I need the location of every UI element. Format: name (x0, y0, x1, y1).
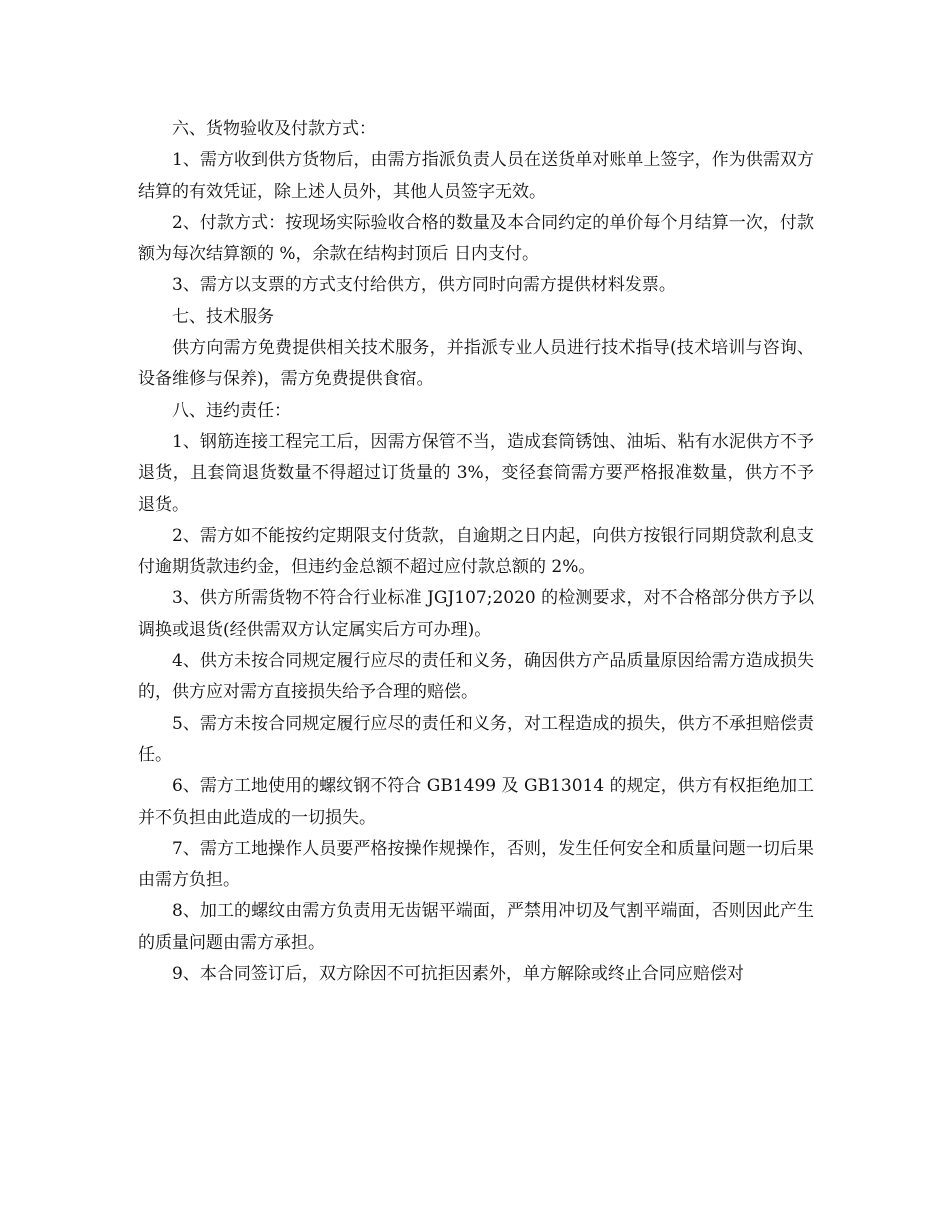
paragraph-technical-service: 供方向需方免费提供相关技术服务，并指派专业人员进行技术指导(技术培训与咨询、设备维修与保养)，需方免费提供食宿。 (138, 338, 814, 390)
paragraph-liability-1: 1、钢筋连接工程完工后，因需方保管不当，造成套筒锈蚀、油垢、粘有水泥供方不予退货，且套筒退货数量不得超过订货量的 3%，变径套筒需方要严格报准数量，供方不予退货。 (138, 431, 814, 515)
paragraph-payment-method: 2、付款方式：按现场实际验收合格的数量及本合同约定的单价每个月结算一次，付款额为每次结算额的 %，余款在结构封顶后 日内支付。 (138, 212, 814, 265)
section-heading-technical-service: 七、技术服务 (172, 306, 274, 327)
paragraph-liability-5: 5、需方未按合同规定履行应尽的责任和义务，对工程造成的损失，供方不承担赔偿责任。 (138, 713, 814, 765)
section-heading-acceptance-payment: 六、货物验收及付款方式： (172, 119, 376, 139)
paragraph-liability-8: 8、加工的螺纹由需方负责用无齿锯平端面，严禁用冲切及气割平端面，否则因此产生的质量问题由需方承担。 (138, 901, 814, 953)
paragraph-acceptance-signature: 1、需方收到供方货物后，由需方指派负责人员在送货单对账单上签字，作为供需双方结算的有效凭证，除上述人员外，其他人员签字无效。 (138, 150, 814, 202)
paragraph-liability-9: 9、本合同签订后，双方除因不可抗拒因素外，单方解除或终止合同应赔偿对 (172, 964, 744, 985)
contract-body (138, 114, 814, 990)
paragraph-liability-3: 3、供方所需货物不符合行业标准 JGJ107;2020 的检测要求，对不合格部分供方予以调换或退货(经供需双方认定属实后方可办理)。 (138, 588, 814, 640)
paragraph-liability-4: 4、供方未按合同规定履行应尽的责任和义务，确因供方产品质量原因给需方造成损失的，供方应对需方直接损失给予合理的赔偿。 (138, 651, 814, 703)
paragraph-liability-6: 6、需方工地使用的螺纹钢不符合 GB1499 及 GB13014 的规定，供方有权拒绝加工并不负担由此造成的一切损失。 (138, 776, 814, 828)
paragraph-liability-7: 7、需方工地操作人员要严格按操作规操作，否则，发生任何安全和质量问题一切后果由需方负担。 (138, 838, 814, 891)
paragraph-liability-2: 2、需方如不能按约定期限支付货款，自逾期之日内起，向供方按银行同期贷款利息支付逾期货款违约金，但违约金总额不超过应付款总额的 2%。 (138, 525, 814, 578)
section-heading-liability: 八、违约责任： (172, 400, 291, 421)
paragraph-cheque-invoice: 3、需方以支票的方式支付给供方，供方同时向需方提供材料发票。 (172, 275, 676, 296)
